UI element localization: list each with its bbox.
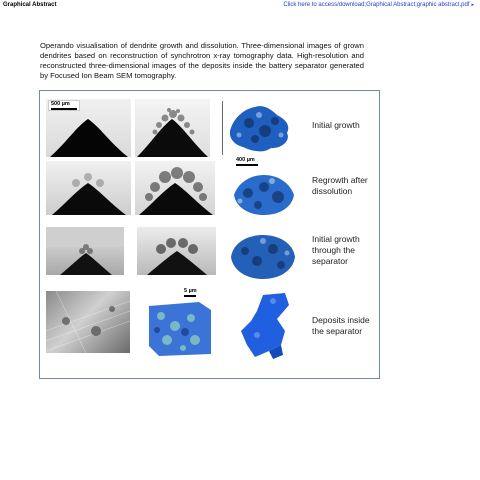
tomography-image-r3c1 <box>46 227 124 275</box>
reconstruction-3d-r3 <box>227 231 299 281</box>
tomography-image-r1c2 <box>135 99 210 157</box>
figure-frame <box>39 90 380 379</box>
dendrite-regrowth-shape <box>46 161 131 215</box>
scale-bar-5um <box>184 288 197 297</box>
scale-bar-label: 500 µm <box>51 101 70 107</box>
fib-sem-volume-shape <box>145 296 215 358</box>
header-title: Graphical Abstract <box>3 2 57 8</box>
sem-texture-shape <box>46 291 130 353</box>
fib-sem-3d-r4c2 <box>145 296 215 358</box>
dendrite-separator-growth-shape <box>137 227 216 275</box>
row-label-1: Initial growth <box>312 120 360 130</box>
blue-deposit-3d-shape <box>228 169 300 219</box>
download-link-text[interactable]: Click here to access/download;Graphical Abstract;graphic abstract.pdf <box>283 2 470 8</box>
tomography-image-r2c1 <box>46 161 131 215</box>
column-divider-r1 <box>222 101 223 155</box>
dendrite-growth-shape <box>135 99 210 157</box>
arrow-icon: ▸ <box>471 2 474 8</box>
dendrite-separator-shape <box>46 227 124 275</box>
download-link[interactable] <box>283 2 474 8</box>
scale-bar-line <box>184 295 196 297</box>
scale-bar-label: 5 µm <box>184 288 197 294</box>
row-label-2: Regrowth after dissolution <box>312 175 368 196</box>
header-bar <box>0 0 480 12</box>
tomography-image-r3c2 <box>137 227 216 275</box>
blue-deposit-3d-shape <box>225 101 300 156</box>
scale-bar-label: 400 µm <box>236 157 255 163</box>
caption-text: Operando visualisation of dendrite growth and dissolution. Three-dimensional images of grown dendrites based on reconstruction of synchrotron x-ray tomography data. High-resolution and reconstructed three-dimensional images of the deposits inside the battery separator generated by Focused Ion Beam SEM tomography. <box>40 41 364 80</box>
row-label-4: Deposits inside the separator <box>312 315 370 336</box>
scale-bar-line <box>51 108 77 110</box>
blue-deposit-3d-shape <box>227 231 299 281</box>
sem-image-r4c1 <box>46 291 130 353</box>
reconstruction-3d-r4 <box>233 291 303 361</box>
blue-deposit-3d-shape <box>233 291 303 361</box>
dendrite-dense-shape <box>135 161 215 215</box>
scale-bar-400um <box>236 157 258 166</box>
row-label-3: Initial growth through the separator <box>312 234 360 266</box>
reconstruction-3d-r2 <box>228 169 300 219</box>
scale-bar-500um <box>48 100 80 111</box>
tomography-image-r2c2 <box>135 161 215 215</box>
scale-bar-line <box>236 164 258 166</box>
reconstruction-3d-r1 <box>225 101 300 156</box>
